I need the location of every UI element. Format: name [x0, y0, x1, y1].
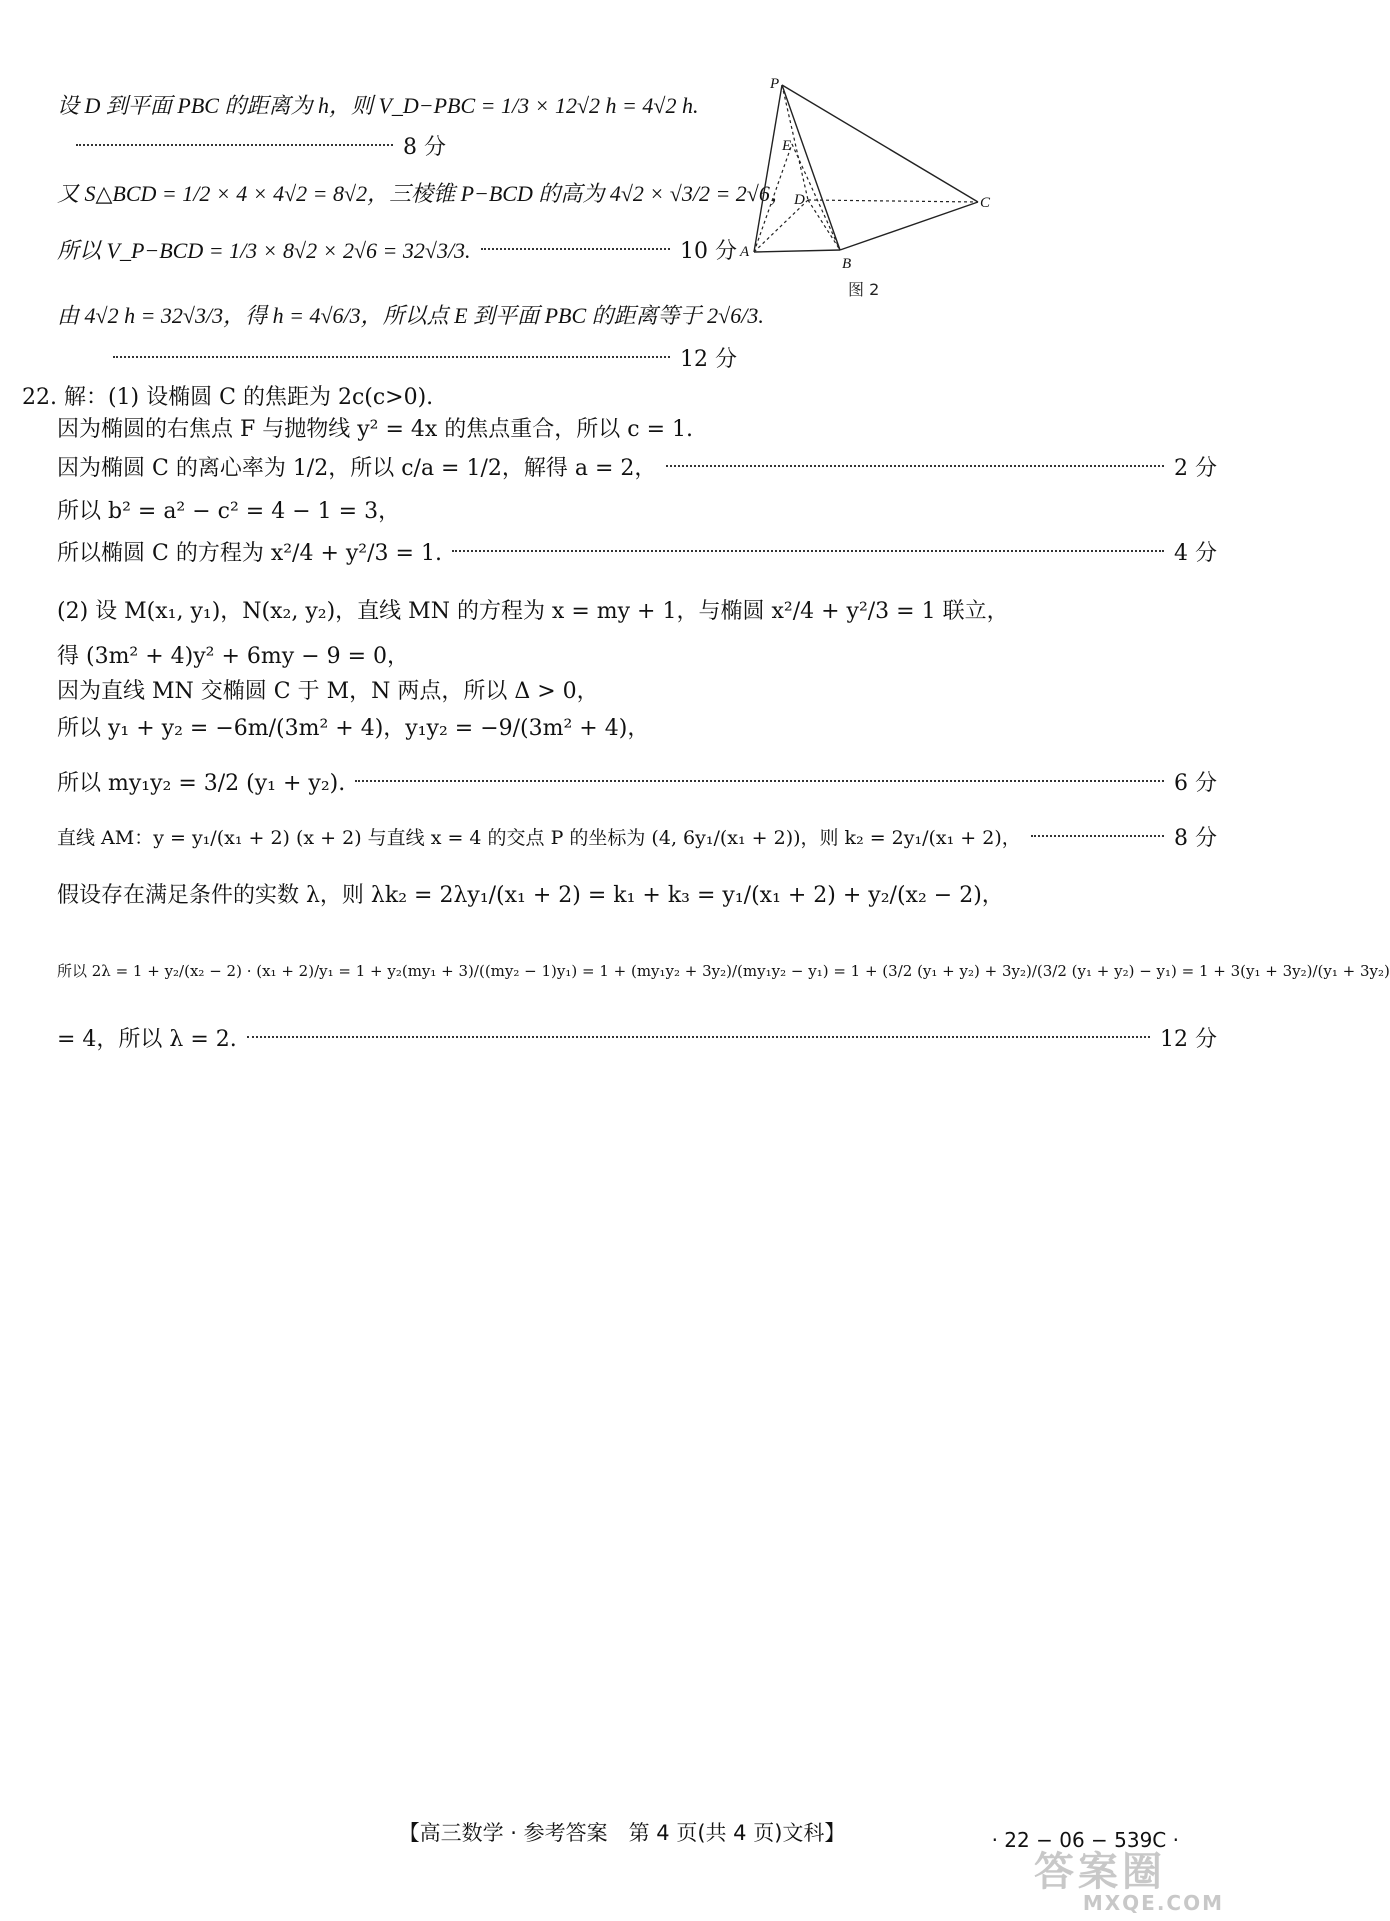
edge-AE	[754, 144, 792, 252]
line-text: 假设存在满足条件的实数 λ，则 λk₂ = 2λy₁/(x₁ + 2) = k₁ + k₃ = y₁/(x₁ + 2) + y₂/(x₂ − 2)，	[57, 882, 1004, 908]
edge-AB	[754, 250, 840, 252]
text-line-3	[57, 294, 764, 334]
line-text: 所以椭圆 C 的方程为 x²/4 + y²/3 = 1.	[57, 540, 442, 566]
score-line-10	[57, 229, 737, 269]
score-line-8	[66, 128, 446, 162]
dotted-leader	[113, 356, 670, 358]
score-label: 12 分	[1160, 1026, 1217, 1052]
vertex-P-label: P	[770, 76, 780, 92]
line-text: (2) 设 M(x₁, y₁)，N(x₂, y₂)，直线 MN 的方程为 x = my + 1，与椭圆 x²/4 + y²/3 = 1 联立，	[57, 598, 1009, 624]
watermark-logo	[1034, 1840, 1224, 1915]
footer-title: 【高三数学 · 参考答案 第 4 页(共 4 页)文科】	[398, 1821, 846, 1845]
text-line-7	[57, 637, 757, 671]
score-label: 10 分	[680, 238, 737, 264]
text-line-10	[57, 872, 1057, 914]
pyramid-diagram	[730, 70, 1000, 310]
line-text: 又 S△BCD = 1/2 × 4 × 4√2 = 8√2，三棱锥 P−BCD 的高为 4√2 × √3/2 = 2√6，	[57, 180, 792, 206]
text-line-6	[57, 588, 1217, 630]
text-line-4	[57, 410, 957, 444]
text-line-2	[57, 172, 792, 212]
vertex-D-label: D	[794, 192, 805, 208]
text-line-11	[57, 945, 1390, 995]
score-line-12b	[57, 1020, 1217, 1054]
dotted-leader	[247, 1036, 1150, 1038]
line-text: 设 D 到平面 PBC 的距离为 h，则 V_D−PBC = 1/3 × 12√2 h = 4√2 h.	[57, 92, 699, 118]
vertex-E-label: E	[782, 138, 792, 154]
dotted-leader	[1031, 835, 1164, 837]
score-line-4	[57, 530, 1217, 572]
score-line-2	[57, 445, 1217, 487]
watermark-bottom: MXQE.COM	[1082, 1891, 1224, 1915]
text-line-9	[57, 705, 857, 747]
line-text: 直线 AM：y = y₁/(x₁ + 2) (x + 2) 与直线 x = 4 的交点 P 的坐标为 (4, 6y₁/(x₁ + 2))，则 k₂ = 2y₁/(x₁ + 2)，	[57, 826, 1021, 849]
figure-2	[730, 70, 1000, 310]
vertex-A-label: A	[740, 244, 750, 260]
score-line-6	[57, 760, 1217, 802]
line-text: = 4，所以 λ = 2.	[57, 1026, 237, 1052]
line-text: 所以 b² = a² − c² = 4 − 1 = 3，	[57, 498, 401, 524]
score-label: 2 分	[1174, 455, 1217, 481]
problem-22-heading	[22, 378, 722, 412]
score-label: 6 分	[1174, 770, 1217, 796]
dotted-leader	[355, 780, 1164, 782]
edge-PA	[754, 85, 782, 252]
text-line-8	[57, 672, 757, 706]
dotted-leader	[452, 550, 1164, 552]
edge-PC	[782, 85, 978, 202]
vertex-C-label: C	[980, 195, 991, 211]
dotted-leader	[481, 248, 670, 250]
line-text: 因为直线 MN 交椭圆 C 于 M，N 两点，所以 Δ > 0，	[57, 678, 599, 704]
edge-DC	[808, 200, 978, 202]
score-label: 8 分	[1174, 825, 1217, 851]
text-line-5	[57, 492, 757, 526]
line-text: 因为椭圆 C 的离心率为 1/2，所以 c/a = 1/2，解得 a = 2，	[57, 455, 657, 481]
score-label: 4 分	[1174, 540, 1217, 566]
dotted-leader	[666, 465, 1164, 467]
score-label: 12 分	[680, 346, 737, 372]
edge-PB	[782, 85, 840, 250]
line-text: 得 (3m² + 4)y² + 6my − 9 = 0，	[57, 643, 410, 669]
line-text: 所以 my₁y₂ = 3/2 (y₁ + y₂).	[57, 770, 346, 796]
line-text: 由 4√2 h = 32√3/3，得 h = 4√6/3，所以点 E 到平面 PBC 的距离等于 2√6/3.	[57, 302, 764, 328]
edge-DB	[808, 200, 840, 250]
score-label: 8 分	[403, 134, 446, 160]
line-text: 因为椭圆的右焦点 F 与抛物线 y² = 4x 的焦点重合，所以 c = 1.	[57, 416, 694, 442]
dotted-leader	[76, 144, 393, 146]
line-text: 22. 解：(1) 设椭圆 C 的焦距为 2c(c>0).	[22, 384, 434, 410]
figure-caption: 图 2	[848, 280, 880, 299]
line-text: 所以 V_P−BCD = 1/3 × 8√2 × 2√6 = 32√3/3.	[57, 237, 471, 263]
text-line-1	[57, 86, 737, 122]
score-line-8b	[57, 815, 1217, 857]
line-text: 所以 y₁ + y₂ = −6m/(3m² + 4)，y₁y₂ = −9/(3m² + 4)，	[57, 715, 650, 741]
vertex-B-label: B	[842, 256, 852, 272]
footer-code: · 22 − 06 − 539C ·	[991, 1828, 1179, 1852]
line-text: 所以 2λ = 1 + y₂/(x₂ − 2) · (x₁ + 2)/y₁ = 1 + y₂(my₁ + 3)/((my₂ − 1)y₁) = 1 + (my₁y₂ + 3y₂)/(my₁y₂ − y₁) = 1 + (3/2 (y₁ + y₂) + 3y₂)/(3/2 (y₁ + y₂) − y₁) = 1 + 3(y₁ + 3y₂)/(y₁ + 3y₂)	[57, 961, 1390, 980]
edge-BC	[840, 202, 978, 250]
watermark-top: 答案圈	[1034, 1849, 1166, 1895]
score-line-12a	[103, 340, 737, 374]
